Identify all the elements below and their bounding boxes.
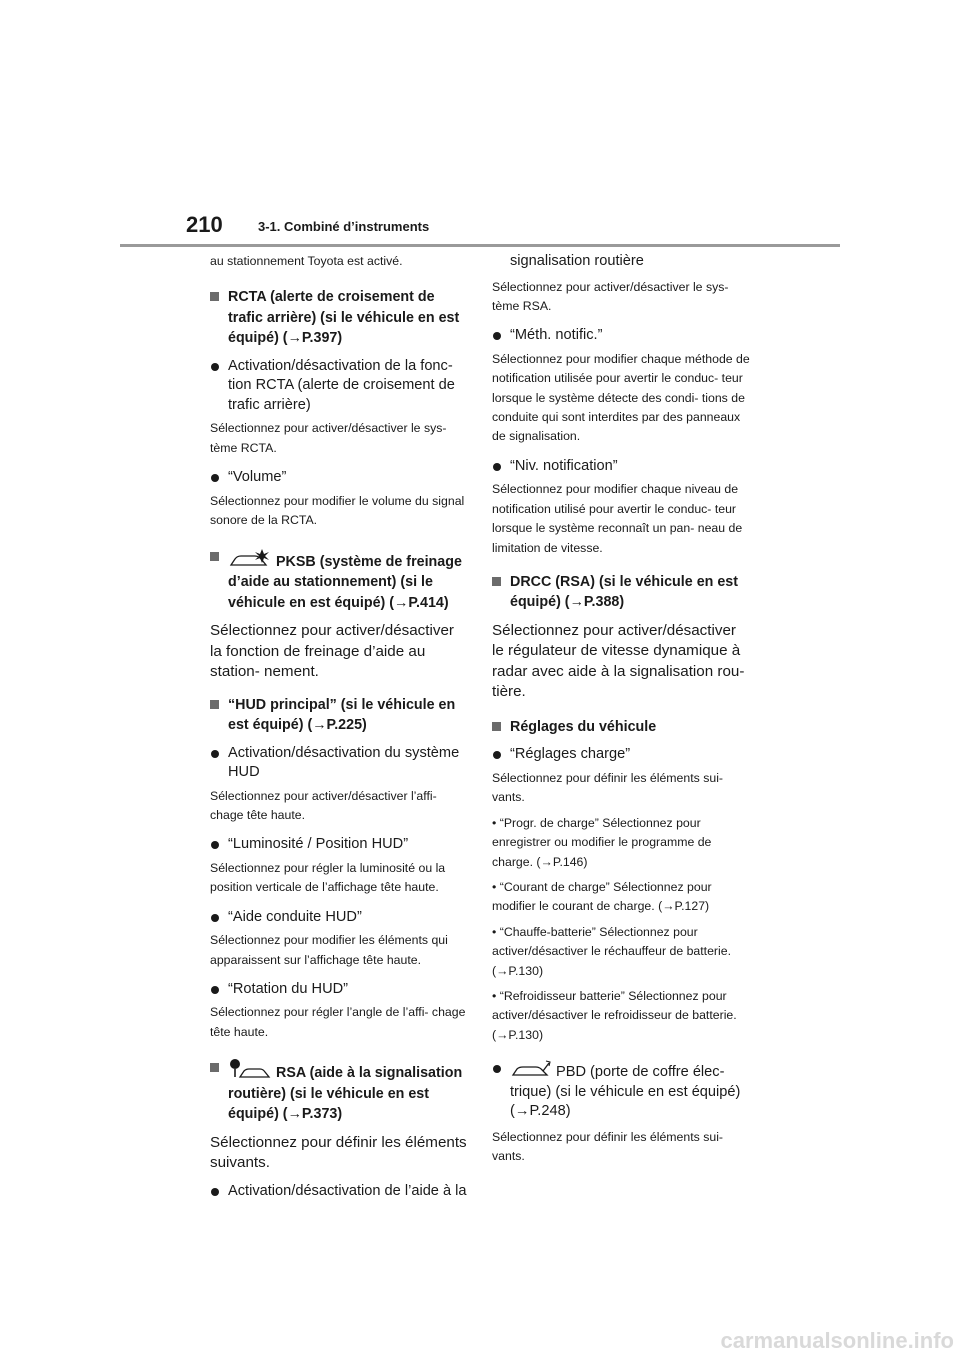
- hud-desc-activation: Sélectionnez pour activer/désactiver l’affi- chage tête haute.: [210, 788, 437, 822]
- rcta-bullet-activation: Activation/désactivation de la fonc- tion RCTA (alerte de croisement de trafic arrière): [210, 357, 468, 416]
- bullet-dot-icon: [493, 1065, 501, 1073]
- rcta-bullet-volume: “Volume”: [210, 468, 468, 488]
- hud-bullet-aide: “Aide conduite HUD”: [210, 908, 468, 928]
- hud-heading: “HUD principal” (si le véhicule en est équipé) (→P.225): [210, 695, 468, 736]
- bullet-dot-icon: [493, 751, 501, 759]
- bullet-dot-icon: [211, 1188, 219, 1196]
- rcta-heading: RCTA (alerte de croisement de trafic arrière) (si le véhicule en est équipé) (→P.397): [210, 287, 468, 349]
- bullet-dot-icon: [211, 914, 219, 922]
- rsa-car-sign-icon: [228, 1058, 272, 1080]
- hud-desc-rotation: Sélectionnez pour régler l’angle de l’affi- chage tête haute.: [210, 1005, 466, 1039]
- pbd-desc: Sélectionnez pour définir les éléments sui- vants.: [492, 1129, 724, 1164]
- rcta-desc-activation: Sélectionnez pour activer/désactiver le sys- tème RCTA.: [210, 421, 447, 455]
- rsa-bullet-activation: Activation/désactivation de l’aide à la: [210, 1182, 468, 1202]
- rsa-desc-activation: Sélectionnez pour activer/désactiver le sys- tème RSA.: [492, 279, 729, 313]
- pksb-car-icon: [228, 547, 272, 569]
- rsa-bullet-continued: signalisation routière: [510, 253, 644, 269]
- drcc-heading: DRCC (RSA) (si le véhicule en est équipé) (→P.388): [492, 572, 750, 613]
- rsa-desc-method: Sélectionnez pour modifier chaque méthode de notification utilisée pour avertir le conduc- teur lorsque le système détecte des condi- tions de conduite qui sont interdites par des panneaux de signalisation.: [492, 351, 750, 444]
- bullet-dot-icon: [493, 332, 501, 340]
- hud-bullet-luminosity: “Luminosité / Position HUD”: [210, 835, 468, 855]
- bullet-dot-icon: [211, 986, 219, 994]
- page-footer: [0, 1328, 960, 1358]
- hud-bullet-rotation: “Rotation du HUD”: [210, 980, 468, 1000]
- item-charge-current: • “Courant de charge” Sélectionnez pour modifier le courant de charge. (→P.127): [492, 880, 712, 914]
- hud-desc-luminosity: Sélectionnez pour régler la luminosité ou la position verticale de l’affichage tête haute.: [210, 860, 446, 895]
- item-battery-heater: • “Chauffe-batterie” Sélectionnez pour activer/désactiver le réchauffeur de batterie. (→P.130): [492, 924, 732, 978]
- hud-desc-aide: Sélectionnez pour modifier les éléments qui apparaissent sur l’affichage tête haute.: [210, 933, 448, 967]
- pbd-bullet: PBD (porte de coffre élec- trique) (si le véhicule en est équipé) (→P.248): [492, 1059, 750, 1122]
- intro-text: au stationnement Toyota est activé.: [210, 254, 403, 268]
- charge-settings-desc: Sélectionnez pour définir les éléments sui- vants.: [492, 770, 724, 805]
- rsa-bullet-method: “Méth. notific.”: [492, 326, 750, 346]
- item-battery-cooler: • “Refroidisseur batterie” Sélectionnez pour activer/désactiver le refroidisseur de batterie. (→P.130): [492, 989, 737, 1042]
- page-header: [0, 0, 960, 250]
- rcta-desc-volume: Sélectionnez pour modifier le volume du signal sonore de la RCTA.: [210, 493, 465, 528]
- square-bullet-icon: [210, 292, 219, 301]
- bullet-dot-icon: [211, 474, 219, 482]
- hud-bullet-activation: Activation/désactivation du système HUD: [210, 744, 468, 783]
- rsa-desc: Sélectionnez pour définir les éléments suivants.: [210, 1133, 467, 1172]
- page-number: 210: [186, 212, 223, 237]
- charge-settings-bullet: “Réglages charge”: [492, 745, 750, 765]
- vehicle-settings-heading: Réglages du véhicule: [492, 717, 750, 738]
- drcc-desc: Sélectionnez pour activer/désactiver le régulateur de vitesse dynamique à radar avec aide à la signalisation rou- tière.: [492, 621, 745, 701]
- section-title: 3-1. Combiné d’instruments: [258, 219, 430, 234]
- power-back-door-car-icon: [510, 1059, 552, 1079]
- watermark: carmanualsonline.info: [720, 1328, 954, 1353]
- rsa-bullet-level: “Niv. notification”: [492, 457, 750, 477]
- square-bullet-icon: [492, 722, 501, 731]
- pksb-heading: PKSB (système de freinage d’aide au stationnement) (si le véhicule en est équipé) (→P.414): [210, 547, 468, 614]
- rsa-heading: RSA (aide à la signalisation routière) (si le véhicule en est équipé) (→P.373): [210, 1058, 468, 1125]
- bullet-dot-icon: [211, 363, 219, 371]
- bullet-dot-icon: [211, 841, 219, 849]
- square-bullet-icon: [210, 1063, 219, 1072]
- bullet-dot-icon: [493, 463, 501, 471]
- square-bullet-icon: [210, 700, 219, 709]
- bullet-dot-icon: [211, 750, 219, 758]
- item-charge-program: • “Progr. de charge” Sélectionnez pour enregistrer ou modifier le programme de charge. (→P.146): [492, 815, 712, 869]
- square-bullet-icon: [210, 552, 219, 561]
- right-column: [492, 252, 750, 1167]
- square-bullet-icon: [492, 577, 501, 586]
- pksb-desc: Sélectionnez pour activer/désactiver la fonction de freinage d’aide au station- nement.: [210, 622, 454, 681]
- left-column: [210, 252, 468, 1201]
- rsa-desc-level: Sélectionnez pour modifier chaque niveau de notification utilisé pour avertir le conduc- teur lorsque le système reconnaît un pan- neau de limitation de vitesse.: [492, 482, 743, 555]
- header-rule: [120, 244, 840, 247]
